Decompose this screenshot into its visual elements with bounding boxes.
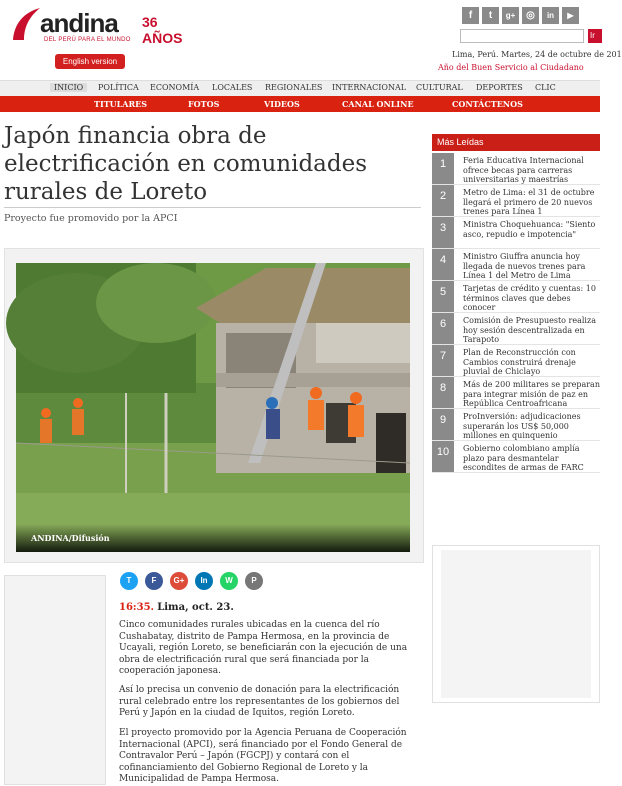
- social-links: [462, 7, 579, 24]
- logo-wordmark: andina: [40, 8, 118, 38]
- whatsapp-share-icon[interactable]: W: [220, 572, 238, 590]
- headline-link[interactable]: Plan de Reconstrucción con Cambios construirá drenaje pluvial de Chiclayo: [463, 348, 576, 376]
- rank-number: 10: [432, 441, 454, 472]
- title-divider: [4, 207, 421, 208]
- article-photo[interactable]: [16, 263, 410, 552]
- rank-number: 3: [432, 217, 454, 248]
- rank-number: 8: [432, 377, 454, 408]
- main-nav: [0, 80, 600, 96]
- logo-swoosh-icon: [10, 6, 44, 44]
- article-paragraph: Cinco comunidades rurales ubicadas en la cuenca del río Cushabatay, distrito de Pampa Hermosa, en la provincia de Ucayali, región Loreto, se beneficiarán con la ejecución de una obra de electrificación rural que será financiada por la cooperación japonesa.: [119, 620, 408, 676]
- googleplus-icon[interactable]: g+: [502, 7, 519, 24]
- headline-link[interactable]: Metro de Lima: el 31 de octubre llegará el primero de 20 nuevos trenes para Línea 1: [463, 188, 595, 216]
- headline-link[interactable]: Feria Educativa Internacional ofrece becas para carreras universitarias y maestrías: [463, 156, 584, 184]
- most-read-item[interactable]: [432, 217, 600, 249]
- rank-number: 4: [432, 249, 454, 280]
- instagram-icon[interactable]: ◎: [522, 7, 539, 24]
- headline-link[interactable]: Tarjetas de crédito y cuentas: 10 términos claves que debes conocer: [463, 284, 596, 312]
- english-version-button[interactable]: English version: [55, 54, 125, 69]
- right-ad-slot: [432, 545, 600, 703]
- facebook-icon[interactable]: f: [462, 7, 479, 24]
- headline-link[interactable]: Comisión de Presupuesto realiza hoy sesión descentralizada en Tarapoto: [463, 316, 596, 344]
- article-title: Japón financia obra de electrificación en comunidades rurales de Loreto: [4, 123, 368, 205]
- twitter-icon[interactable]: t: [482, 7, 499, 24]
- nav-item-deportes[interactable]: DEPORTES: [476, 83, 523, 92]
- twitter-share-icon[interactable]: T: [120, 572, 138, 590]
- nav-item-regionales[interactable]: REGIONALES: [265, 83, 323, 92]
- rank-number: 2: [432, 185, 454, 216]
- linkedin-share-icon[interactable]: In: [195, 572, 213, 590]
- article-subtitle: Proyecto fue promovido por la APCI: [4, 213, 178, 224]
- most-read-item[interactable]: [432, 281, 600, 313]
- most-read-item[interactable]: [432, 441, 600, 473]
- nav-item-inicio[interactable]: INICIO: [50, 83, 87, 92]
- nav-item-politica[interactable]: POLÍTICA: [98, 83, 139, 92]
- most-read-list: [432, 153, 600, 473]
- most-read-item[interactable]: [432, 345, 600, 377]
- most-read-item[interactable]: [432, 377, 600, 409]
- nav-item-economia[interactable]: ECONOMÍA: [150, 83, 200, 92]
- most-read-item[interactable]: [432, 185, 600, 217]
- rank-number: 7: [432, 345, 454, 376]
- nav-item-locales[interactable]: LOCALES: [212, 83, 253, 92]
- publish-time: 16:35.: [119, 602, 155, 613]
- logo-anniversary: 36 AÑOS: [142, 14, 183, 46]
- rank-number: 1: [432, 153, 454, 184]
- headline-link[interactable]: Gobierno colombiano amplía plazo para desmantelar escondites de armas de FARC: [463, 444, 584, 472]
- nav-item-internacional[interactable]: INTERNACIONAL: [332, 83, 407, 92]
- secondary-nav: [0, 96, 600, 112]
- nav-item-cultural[interactable]: CULTURAL: [416, 83, 463, 92]
- article-dateline: [119, 602, 234, 613]
- ad-placeholder: [441, 550, 591, 698]
- rank-number: 9: [432, 409, 454, 440]
- most-read-item[interactable]: [432, 409, 600, 441]
- subnav-canal-online[interactable]: CANAL ONLINE: [342, 99, 414, 109]
- most-read-item[interactable]: [432, 153, 600, 185]
- article-paragraph: El proyecto promovido por la Agencia Peruana de Cooperación Internacional (APCI), será financiado por el Fondo General de Contravalor Perú – Japón (FGCPJ) y contará con el cofinanciamiento del Gobierno Regional de Loreto y la Municipalidad de Pampa Hermosa.: [119, 728, 407, 784]
- most-read-title: Más Leídas: [437, 137, 484, 147]
- subnav-fotos[interactable]: FOTOS: [188, 99, 220, 109]
- headline-link[interactable]: Más de 200 militares se preparan para integrar misión de paz en República Centroafricana: [463, 380, 600, 408]
- subnav-videos[interactable]: VIDEOS: [264, 99, 300, 109]
- current-date: Lima, Perú. Martes, 24 de octubre de 201: [452, 50, 622, 59]
- year-name: Año del Buen Servicio al Ciudadano: [438, 63, 584, 72]
- rank-number: 5: [432, 281, 454, 312]
- search-button[interactable]: Ir: [588, 29, 602, 43]
- photo-credit-bar: [16, 524, 410, 552]
- subnav-titulares[interactable]: TITULARES: [94, 99, 147, 109]
- googleplus-share-icon[interactable]: G+: [170, 572, 188, 590]
- publish-place-date: Lima, oct. 23.: [157, 602, 234, 613]
- youtube-icon[interactable]: ▶: [562, 7, 579, 24]
- rank-number: 6: [432, 313, 454, 344]
- search-input[interactable]: [460, 29, 584, 43]
- most-read-header: [432, 134, 600, 151]
- most-read-item[interactable]: [432, 313, 600, 345]
- electrification-scene-image: [16, 263, 410, 552]
- nav-item-clic[interactable]: CLIC: [535, 83, 556, 92]
- print-icon[interactable]: P: [245, 572, 263, 590]
- logo-tagline: DEL PERÚ PARA EL MUNDO: [44, 37, 131, 43]
- site-header: [0, 0, 622, 80]
- headline-link[interactable]: ProInversión: adjudicaciones superarán los US$ 50,000 millones en quinquenio: [463, 412, 581, 440]
- headline-link[interactable]: Ministro Giuffra anuncia hoy llegada de nuevos trenes para Línea 1 del Metro de Lima: [463, 252, 586, 280]
- andina-logo[interactable]: [10, 4, 183, 50]
- most-read-item[interactable]: [432, 249, 600, 281]
- headline-link[interactable]: Ministra Choquehuanca: "Siento asco, repudio e impotencia": [463, 220, 596, 239]
- linkedin-icon[interactable]: in: [542, 7, 559, 24]
- facebook-share-icon[interactable]: F: [145, 572, 163, 590]
- article-paragraph: Así lo precisa un convenio de donación para la electrificación rural celebrado entre los representantes de los gobiernos del Perú y Japón en la ciudad de Iquitos, región Loreto.: [119, 685, 400, 718]
- share-bar: [120, 572, 263, 590]
- left-ad-slot: [4, 575, 106, 785]
- subnav-contactenos[interactable]: CONTÁCTENOS: [452, 99, 523, 109]
- photo-credit: ANDINA/Difusión: [31, 533, 110, 543]
